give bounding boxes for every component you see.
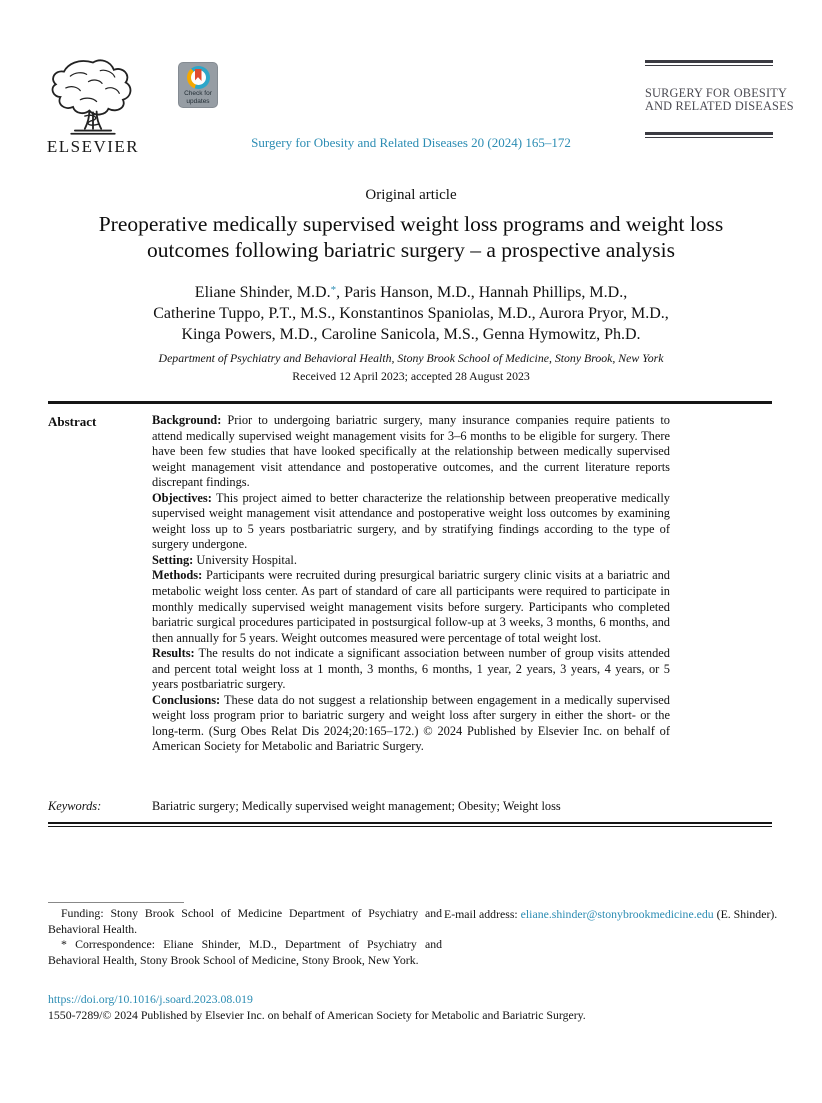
email-link[interactable]: eliane.shinder@stonybrookmedicine.edu — [520, 907, 714, 921]
masthead-title-line1: SURGERY FOR OBESITY — [645, 86, 788, 100]
article-title: Preoperative medically supervised weight loss programs and weight loss outcomes following bariatric surgery – a prospective analysis — [98, 212, 724, 262]
journal-citation-link[interactable]: Surgery for Obesity and Related Diseases 20 (2024) 165–172 — [251, 135, 571, 150]
funding-note: Funding: Stony Brook School of Medicine Department of Psychiatry and Behavioral Health. — [48, 906, 442, 936]
abstract-background: Background: Prior to undergoing bariatric surgery, many insurance companies require patients to attend medically supervised weight management visits for 3–6 months to be eligible for surgery. There have been few studies that have looked specifically at the relationship between medically supervised weight management visit attendance and postoperative outcomes, and the current literature reports discrepant findings. — [152, 413, 670, 490]
elsevier-tree-icon — [47, 58, 139, 136]
footnote-left-column — [48, 906, 442, 968]
check-for-updates-badge[interactable] — [178, 62, 218, 108]
keywords-text: Bariatric surgery; Medically supervised weight management; Obesity; Weight loss — [152, 799, 561, 813]
elsevier-wordmark: ELSEVIER — [46, 137, 140, 156]
issn-copyright-line: 1550-7289/© 2024 Published by Elsevier Inc. on behalf of American Society for Metabolic and Bariatric Surgery. — [48, 1008, 586, 1022]
abstract-bottom-rule — [48, 822, 772, 827]
badge-label-line1: Check for — [184, 90, 212, 97]
abstract-body — [152, 413, 670, 755]
received-dates: Received 12 April 2023; accepted 28 August 2023 — [292, 369, 530, 383]
email-suffix: (E. Shinder). — [716, 907, 778, 921]
masthead-bottom-rule — [645, 132, 773, 138]
masthead-title-line2: AND RELATED DISEASES — [645, 99, 794, 113]
abstract-conclusions: Conclusions: These data do not suggest a relationship between engagement in a medically supervised weight loss program prior to bariatric surgery and weight loss after surgery in either the short- or the long-term. (Surg Obes Relat Dis 2024;20:165–172.) © 2024 Published by Elsevier Inc. on behalf of American Society for Metabolic and Bariatric Surgery. — [152, 692, 671, 754]
doi-line — [48, 992, 253, 1007]
bookmark-icon — [195, 69, 202, 81]
keywords-row — [48, 799, 772, 814]
correspondence-note: * Correspondence: Eliane Shinder, M.D., Department of Psychiatry and Behavioral Health, Stony Brook School of Medicine, Stony Brook, New York. — [48, 937, 442, 967]
badge-label-line2: updates — [186, 97, 210, 105]
abstract-section — [48, 413, 772, 755]
journal-masthead — [645, 60, 794, 138]
abstract-results: Results: The results do not indicate a significant association between number of group visits attended and percent total weight loss at 1 month, 3 months, 6 months, 1 year, 2 years, 3 years, 4 years, or 5 years postbariatric surgery. — [152, 646, 670, 692]
masthead-top-rule — [645, 60, 773, 66]
corresponding-author-asterisk[interactable]: * — [330, 284, 337, 296]
doi-link[interactable]: https://doi.org/10.1016/j.soard.2023.08.019 — [48, 992, 253, 1006]
abstract-top-rule — [48, 401, 772, 404]
abstract-methods: Methods: Participants were recruited during presurgical bariatric surgery clinic visits at a bariatric and metabolic weight loss center. As part of standard of care all participants were required to participate in monthly medically supervised weight management visits before surgery. Participants who completed bariatric surgical procedures participated in postsurgical follow-up at 3 weeks, 3 months, 6 months, and then annually for 5 years. Weight outcomes measured were percentage of total weight lost. — [152, 568, 670, 645]
author-line2: Catherine Tuppo, P.T., M.S., Konstantinos Spaniolas, M.D., Aurora Pryor, M.D., — [153, 304, 669, 322]
abstract-label: Abstract — [48, 414, 97, 429]
abstract-objectives: Objectives: This project aimed to better characterize the relationship between preoperative medically supervised weight management visit attendance and postoperative weight loss outcomes by examining weight loss up to 5 years postbariatric surgery, and by stratifying findings according to the type of surgery undergone. — [152, 490, 671, 552]
footnote-divider — [48, 902, 184, 903]
affiliation: Department of Psychiatry and Behavioral Health, Stony Brook School of Medicine, Stony Brook, New York — [158, 351, 664, 365]
abstract-setting: Setting: University Hospital. — [152, 552, 297, 567]
author-line3: Kinga Powers, M.D., Caroline Sanicola, M.S., Genna Hymowitz, Ph.D. — [181, 325, 641, 343]
author-list — [0, 283, 822, 345]
keywords-label: Keywords: — [48, 799, 102, 813]
article-type-label: Original article — [365, 187, 457, 203]
footnote-right-column — [444, 907, 784, 922]
crossmark-icon — [187, 66, 210, 89]
email-label: E-mail address: — [444, 907, 518, 921]
author-line1: Eliane Shinder, M.D.*, Paris Hanson, M.D., Hannah Phillips, M.D., — [194, 284, 628, 301]
